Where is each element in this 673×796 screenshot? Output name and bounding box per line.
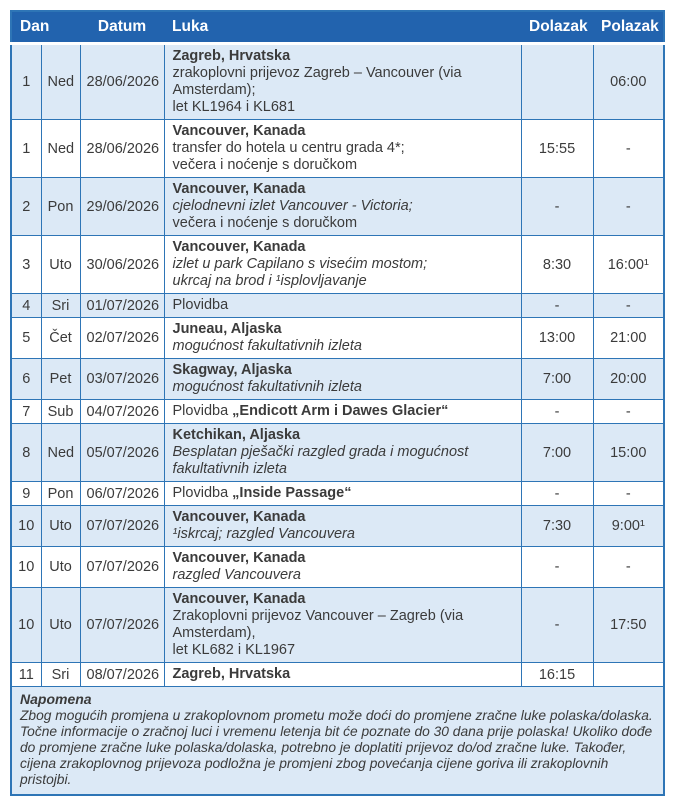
port-line	[173, 403, 513, 420]
itinerary-row	[11, 359, 664, 400]
day-number: 1	[11, 44, 41, 120]
arrival-time: 7:30	[521, 506, 593, 547]
port-text-segment: cjelodnevni izlet Vancouver - Victoria;	[172, 198, 413, 214]
port-text-segment: let KL682 i KL1967	[172, 642, 296, 658]
date: 29/06/2026	[80, 178, 164, 236]
header-row	[11, 11, 664, 44]
departure-time: 9:00¹	[593, 506, 664, 547]
port-description	[164, 547, 521, 588]
arrival-time: 15:55	[521, 120, 593, 178]
arrival-time: -	[521, 400, 593, 424]
port-line	[173, 608, 513, 642]
table-footer	[11, 687, 664, 796]
weekday: Čet	[41, 318, 80, 359]
port-text-segment: let KL1964 i KL681	[172, 99, 296, 115]
day-number: 10	[11, 547, 41, 588]
date: 28/06/2026	[80, 44, 164, 120]
note-body: Zbog mogućih promjena u zrakoplovnom prometu može doći do promjene zračne luke polaska/dolaska. Točne informacije o zračnoj luci i vremenu letenja bit će poznate do 30 dana prije polaska! Ukoliko dođe do promjene zračne luke polaska/dolaska, potrebno je doplatiti prijevoz do/od zračne luke. Također, cijena zrakoplovnog prijevoza podložna je promjeni zbog povećanja cijene goriva ili zrakoplovnih pristojbi.	[20, 708, 653, 787]
weekday: Sri	[41, 663, 80, 687]
day-number: 11	[11, 663, 41, 687]
weekday: Ned	[41, 424, 80, 482]
note-title: Napomena	[20, 691, 92, 707]
date: 30/06/2026	[80, 236, 164, 294]
itinerary-row	[11, 236, 664, 294]
port-text-segment: Vancouver, Kanada	[172, 591, 306, 607]
port-text-segment: Skagway, Aljaska	[172, 362, 292, 378]
port-text-segment: večera i noćenje s doručkom	[172, 215, 358, 231]
weekday: Uto	[41, 506, 80, 547]
port-text-segment: Besplatan pješački razgled grada i mogućnost fakultativnih izleta	[172, 444, 469, 477]
port-text-segment: „Endicott Arm i Dawes Glacier“	[232, 403, 449, 419]
weekday: Sri	[41, 294, 80, 318]
port-line	[173, 273, 513, 290]
arrival-time: -	[521, 178, 593, 236]
weekday: Uto	[41, 547, 80, 588]
itinerary-row	[11, 120, 664, 178]
note-row	[11, 687, 664, 796]
day-number: 10	[11, 506, 41, 547]
weekday: Pon	[41, 178, 80, 236]
port-line	[173, 99, 513, 116]
day-number: 10	[11, 588, 41, 663]
itinerary-row	[11, 424, 664, 482]
port-line	[173, 485, 513, 502]
port-line	[173, 256, 513, 273]
departure-time: -	[593, 294, 664, 318]
port-line	[173, 239, 513, 256]
itinerary-row	[11, 547, 664, 588]
port-text-segment: izlet u park Capilano s visećim mostom;	[172, 256, 428, 272]
departure-time: -	[593, 400, 664, 424]
port-line	[173, 48, 513, 65]
port-line	[173, 526, 513, 543]
port-line	[173, 181, 513, 198]
port-line	[173, 666, 513, 683]
arrival-time: -	[521, 588, 593, 663]
weekday: Uto	[41, 588, 80, 663]
port-text-segment: Vancouver, Kanada	[172, 509, 306, 525]
date: 07/07/2026	[80, 506, 164, 547]
departure-time: 21:00	[593, 318, 664, 359]
day-number: 5	[11, 318, 41, 359]
port-line	[173, 198, 513, 215]
port-line	[173, 65, 513, 99]
date: 07/07/2026	[80, 547, 164, 588]
departure-time: -	[593, 482, 664, 506]
day-number: 6	[11, 359, 41, 400]
departure-time: -	[593, 120, 664, 178]
port-description	[164, 318, 521, 359]
day-number: 9	[11, 482, 41, 506]
port-description	[164, 506, 521, 547]
port-text-segment: Plovidba	[172, 297, 229, 313]
departure-time: 16:00¹	[593, 236, 664, 294]
port-text-segment: Zrakoplovni prijevoz Vancouver – Zagreb (via Amsterdam),	[172, 608, 464, 641]
port-text-segment: Vancouver, Kanada	[172, 123, 306, 139]
port-description	[164, 663, 521, 687]
port-text-segment: zrakoplovni prijevoz Zagreb – Vancouver (via Amsterdam);	[172, 65, 462, 98]
departure-time	[593, 663, 664, 687]
port-text-segment: Zagreb, Hrvatska	[172, 48, 291, 64]
date: 02/07/2026	[80, 318, 164, 359]
itinerary-row	[11, 506, 664, 547]
day-number: 1	[11, 120, 41, 178]
date: 08/07/2026	[80, 663, 164, 687]
date: 06/07/2026	[80, 482, 164, 506]
port-description	[164, 588, 521, 663]
header-departure: Polazak	[593, 11, 664, 44]
itinerary-row	[11, 178, 664, 236]
header-day: Dan	[11, 11, 80, 44]
port-description	[164, 236, 521, 294]
port-text-segment: Plovidba	[172, 485, 233, 501]
port-line	[173, 427, 513, 444]
port-text-segment: ukrcaj na brod i ¹isplovljavanje	[172, 273, 367, 289]
port-line	[173, 321, 513, 338]
arrival-time	[521, 44, 593, 120]
port-line	[173, 444, 513, 478]
departure-time: 20:00	[593, 359, 664, 400]
departure-time: -	[593, 547, 664, 588]
itinerary-row	[11, 318, 664, 359]
port-line	[173, 215, 513, 232]
arrival-time: 13:00	[521, 318, 593, 359]
port-line	[173, 140, 513, 157]
arrival-time: -	[521, 482, 593, 506]
weekday: Sub	[41, 400, 80, 424]
itinerary-row	[11, 588, 664, 663]
arrival-time: -	[521, 547, 593, 588]
port-line	[173, 567, 513, 584]
port-line	[173, 550, 513, 567]
port-text-segment: večera i noćenje s doručkom	[172, 157, 358, 173]
port-line	[173, 123, 513, 140]
arrival-time: 7:00	[521, 359, 593, 400]
port-text-segment: Vancouver, Kanada	[172, 181, 306, 197]
day-number: 3	[11, 236, 41, 294]
port-line	[173, 297, 513, 314]
port-description	[164, 294, 521, 318]
date: 28/06/2026	[80, 120, 164, 178]
port-text-segment: Juneau, Aljaska	[172, 321, 282, 337]
port-description	[164, 424, 521, 482]
arrival-time: 8:30	[521, 236, 593, 294]
header-port: Luka	[164, 11, 521, 44]
day-number: 2	[11, 178, 41, 236]
port-text-segment: Zagreb, Hrvatska	[172, 666, 291, 682]
weekday: Pet	[41, 359, 80, 400]
port-text-segment: ¹iskrcaj; razgled Vancouvera	[172, 526, 355, 542]
port-description	[164, 400, 521, 424]
header-arrival: Dolazak	[521, 11, 593, 44]
departure-time: 15:00	[593, 424, 664, 482]
table-header	[11, 11, 664, 44]
date: 01/07/2026	[80, 294, 164, 318]
port-text-segment: Vancouver, Kanada	[172, 239, 306, 255]
date: 04/07/2026	[80, 400, 164, 424]
day-number: 7	[11, 400, 41, 424]
port-line	[173, 509, 513, 526]
port-text-segment: Ketchikan, Aljaska	[172, 427, 301, 443]
itinerary-row	[11, 400, 664, 424]
port-description	[164, 44, 521, 120]
port-line	[173, 157, 513, 174]
port-text-segment: Plovidba	[172, 403, 233, 419]
date: 05/07/2026	[80, 424, 164, 482]
itinerary-body	[11, 44, 664, 687]
day-number: 4	[11, 294, 41, 318]
arrival-time: 7:00	[521, 424, 593, 482]
port-text-segment: mogućnost fakultativnih izleta	[172, 379, 362, 395]
arrival-time: 16:15	[521, 663, 593, 687]
port-line	[173, 362, 513, 379]
port-text-segment: transfer do hotela u centru grada 4*;	[172, 140, 405, 156]
port-description	[164, 359, 521, 400]
port-text-segment: mogućnost fakultativnih izleta	[172, 338, 362, 354]
port-line	[173, 379, 513, 396]
port-description	[164, 482, 521, 506]
note-cell	[11, 687, 664, 796]
date: 07/07/2026	[80, 588, 164, 663]
departure-time: 06:00	[593, 44, 664, 120]
header-date: Datum	[80, 11, 164, 44]
day-number: 8	[11, 424, 41, 482]
port-line	[173, 591, 513, 608]
port-description	[164, 120, 521, 178]
itinerary-row	[11, 482, 664, 506]
port-text-segment: razgled Vancouvera	[172, 567, 301, 583]
port-line	[173, 338, 513, 355]
departure-time: -	[593, 178, 664, 236]
itinerary-row	[11, 294, 664, 318]
port-text-segment: Vancouver, Kanada	[172, 550, 306, 566]
weekday: Uto	[41, 236, 80, 294]
itinerary-table	[10, 10, 665, 796]
port-line	[173, 642, 513, 659]
weekday: Ned	[41, 120, 80, 178]
departure-time: 17:50	[593, 588, 664, 663]
itinerary-row	[11, 44, 664, 120]
weekday: Ned	[41, 44, 80, 120]
itinerary-row	[11, 663, 664, 687]
arrival-time: -	[521, 294, 593, 318]
weekday: Pon	[41, 482, 80, 506]
port-text-segment: „Inside Passage“	[232, 485, 352, 501]
port-description	[164, 178, 521, 236]
date: 03/07/2026	[80, 359, 164, 400]
